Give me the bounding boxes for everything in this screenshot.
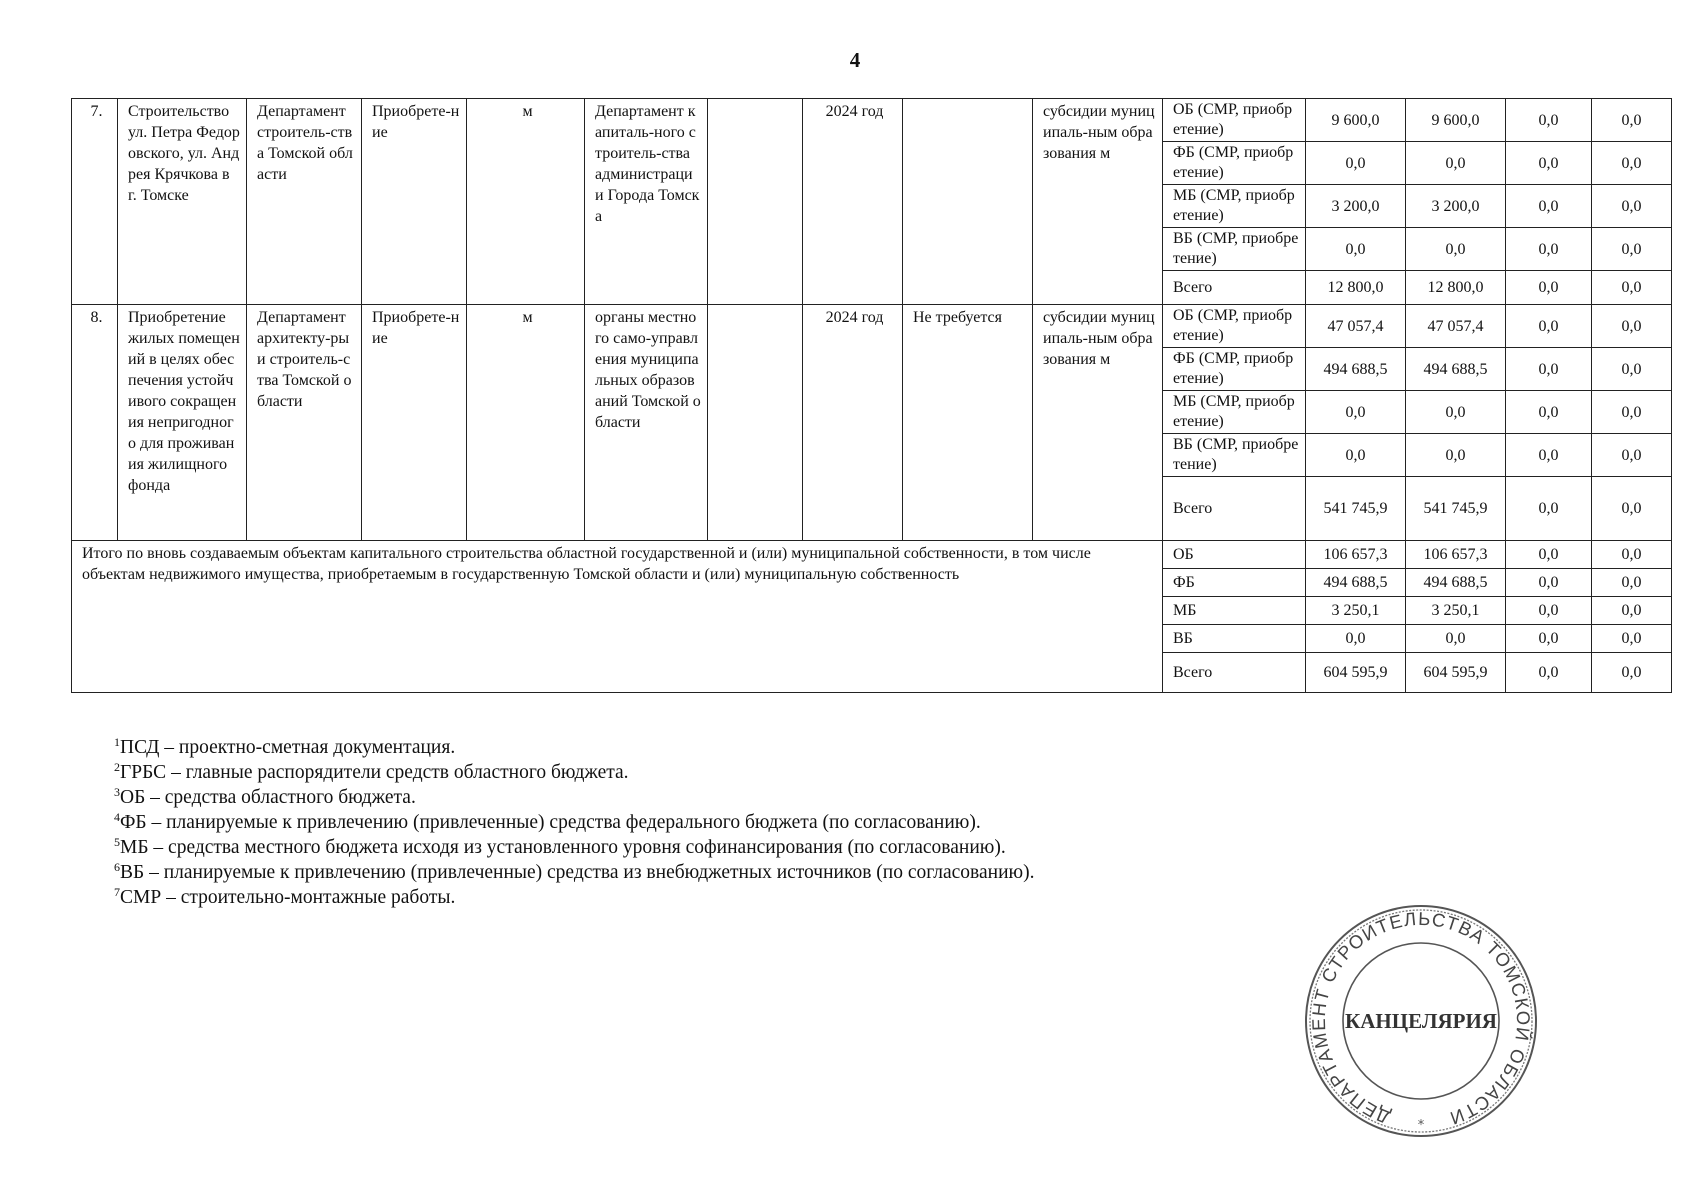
total-funding-source: ВБ (1163, 625, 1306, 653)
object-name: Приобретение жилых помещений в целях обеспечения устойчивого сокращения непригодного для проживания жилищного фонда (118, 305, 247, 541)
total-amount-2: 0,0 (1406, 625, 1506, 653)
amount-cell-3: 0,0 (1506, 305, 1592, 348)
grbs-cell: Департамент строитель-ства Томской области (247, 99, 362, 305)
grbs-cell: Департамент архитекту-ры и строитель-ства Томской области (247, 305, 362, 541)
amount-cell-4: 0,0 (1592, 99, 1672, 142)
footnote-mark: 2 (114, 760, 120, 774)
amount-cell-3: 0,0 (1506, 142, 1592, 185)
period-cell: 2024 год (803, 99, 903, 305)
total-amount-1: 106 657,3 (1306, 541, 1406, 569)
total-amount-2: 494 688,5 (1406, 569, 1506, 597)
total-amount-1: 604 595,9 (1306, 653, 1406, 693)
unit-cell: м (467, 305, 585, 541)
total-amount-3: 0,0 (1506, 653, 1592, 693)
amount-cell-3: 0,0 (1506, 99, 1592, 142)
amount-cell-4: 0,0 (1592, 142, 1672, 185)
footnote-mark: 6 (114, 860, 120, 874)
amount-cell-4: 0,0 (1592, 348, 1672, 391)
footnote-mark: 5 (114, 835, 120, 849)
amount-cell-1: 0,0 (1306, 228, 1406, 271)
funding-source: ОБ (СМР, приобретение) (1163, 305, 1306, 348)
total-amount-4: 0,0 (1592, 569, 1672, 597)
customer-cell: Департамент капиталь-ного строитель-ства администрации Города Томска (585, 99, 708, 305)
footnote-text: ПСД – проектно-сметная документация. (120, 737, 456, 758)
total-amount-3: 0,0 (1506, 625, 1592, 653)
total-amount-1: 3 250,1 (1306, 597, 1406, 625)
amount-cell-3: 0,0 (1506, 185, 1592, 228)
funding-form: субсидии муниципаль-ным образования м (1033, 99, 1163, 305)
amount-cell-1: 47 057,4 (1306, 305, 1406, 348)
total-amount-2: 106 657,3 (1406, 541, 1506, 569)
funding-source: ФБ (СМР, приобретение) (1163, 142, 1306, 185)
footnote (114, 860, 1034, 885)
funding-source: Всего (1163, 271, 1306, 305)
footnotes (114, 735, 1034, 910)
total-amount-4: 0,0 (1592, 653, 1672, 693)
footnote-text: СМР – строительно-монтажные работы. (120, 887, 456, 908)
funding-source: ВБ (СМР, приобретение) (1163, 434, 1306, 477)
objects-table (71, 98, 1672, 693)
footnote-text: ОБ – средства областного бюджета. (120, 787, 416, 808)
amount-cell-1: 0,0 (1306, 434, 1406, 477)
amount-cell-1: 3 200,0 (1306, 185, 1406, 228)
capacity-cell (708, 305, 803, 541)
seal-ring-text: ДЕПАРТАМЕНТ СТРОИТЕЛЬСТВА ТОМСКОЙ ОБЛАСТИ (1307, 907, 1535, 1130)
amount-cell-3: 0,0 (1506, 434, 1592, 477)
period-cell: 2024 год (803, 305, 903, 541)
total-amount-3: 0,0 (1506, 597, 1592, 625)
seal-star: * (1417, 1118, 1425, 1133)
total-amount-4: 0,0 (1592, 597, 1672, 625)
amount-cell-1: 9 600,0 (1306, 99, 1406, 142)
footnote-text: МБ – средства местного бюджета исходя из установленного уровня софинансирования (по согласованию). (120, 837, 1006, 858)
table-row (72, 99, 1672, 142)
amount-cell-3: 0,0 (1506, 391, 1592, 434)
footnote-mark: 1 (114, 735, 120, 749)
amount-cell-4: 0,0 (1592, 271, 1672, 305)
amount-cell-2: 0,0 (1406, 228, 1506, 271)
page-number: 4 (849, 48, 861, 72)
amount-cell-3: 0,0 (1506, 477, 1592, 541)
total-amount-4: 0,0 (1592, 625, 1672, 653)
seal-center-text: КАНЦЕЛЯРИЯ (1345, 1009, 1497, 1033)
total-amount-1: 494 688,5 (1306, 569, 1406, 597)
work-type: Приобрете-ние (362, 305, 467, 541)
total-funding-source: Всего (1163, 653, 1306, 693)
amount-cell-4: 0,0 (1592, 305, 1672, 348)
amount-cell-2: 494 688,5 (1406, 348, 1506, 391)
amount-cell-4: 0,0 (1592, 228, 1672, 271)
amount-cell-2: 47 057,4 (1406, 305, 1506, 348)
footnote (114, 760, 1034, 785)
amount-cell-1: 12 800,0 (1306, 271, 1406, 305)
total-row (72, 541, 1672, 569)
amount-cell-2: 541 745,9 (1406, 477, 1506, 541)
amount-cell-1: 494 688,5 (1306, 348, 1406, 391)
footnote-mark: 4 (114, 810, 120, 824)
footnote (114, 835, 1034, 860)
amount-cell-4: 0,0 (1592, 185, 1672, 228)
row-number: 7. (72, 99, 118, 305)
total-amount-2: 604 595,9 (1406, 653, 1506, 693)
footnote-text: ФБ – планируемые к привлечению (привлеченные) средства федерального бюджета (по согласованию). (120, 812, 981, 833)
row-number: 8. (72, 305, 118, 541)
amount-cell-2: 0,0 (1406, 391, 1506, 434)
footnote-text: ГРБС – главные распорядители средств областного бюджета. (120, 762, 629, 783)
funding-form: субсидии муниципаль-ным образования м (1033, 305, 1163, 541)
total-amount-1: 0,0 (1306, 625, 1406, 653)
psd-cell (903, 99, 1033, 305)
amount-cell-4: 0,0 (1592, 434, 1672, 477)
footnote-mark: 3 (114, 785, 120, 799)
funding-source: ФБ (СМР, приобретение) (1163, 348, 1306, 391)
object-name: Строительство ул. Петра Федоровского, ул. Андрея Крячкова в г. Томске (118, 99, 247, 305)
footnote (114, 735, 1034, 760)
total-amount-3: 0,0 (1506, 541, 1592, 569)
funding-source: МБ (СМР, приобретение) (1163, 391, 1306, 434)
total-funding-source: МБ (1163, 597, 1306, 625)
footnote (114, 885, 1034, 910)
amount-cell-1: 0,0 (1306, 142, 1406, 185)
footnote-text: ВБ – планируемые к привлечению (привлеченные) средства из внебюджетных источников (по согласованию). (120, 862, 1035, 883)
amount-cell-3: 0,0 (1506, 348, 1592, 391)
funding-source: ОБ (СМР, приобретение) (1163, 99, 1306, 142)
amount-cell-2: 0,0 (1406, 434, 1506, 477)
amount-cell-4: 0,0 (1592, 391, 1672, 434)
footnote-mark: 7 (114, 885, 120, 899)
amount-cell-2: 9 600,0 (1406, 99, 1506, 142)
amount-cell-1: 541 745,9 (1306, 477, 1406, 541)
psd-cell: Не требуется (903, 305, 1033, 541)
amount-cell-3: 0,0 (1506, 228, 1592, 271)
capacity-cell (708, 99, 803, 305)
amount-cell-2: 12 800,0 (1406, 271, 1506, 305)
customer-cell: органы местного само-управления муниципальных образований Томской области (585, 305, 708, 541)
footnote (114, 785, 1034, 810)
funding-source: МБ (СМР, приобретение) (1163, 185, 1306, 228)
amount-cell-2: 3 200,0 (1406, 185, 1506, 228)
funding-source: ВБ (СМР, приобретение) (1163, 228, 1306, 271)
amount-cell-3: 0,0 (1506, 271, 1592, 305)
footnote (114, 810, 1034, 835)
office-seal-stamp (1303, 903, 1539, 1139)
funding-source: Всего (1163, 477, 1306, 541)
total-amount-3: 0,0 (1506, 569, 1592, 597)
total-funding-source: ОБ (1163, 541, 1306, 569)
table-row (72, 305, 1672, 348)
work-type: Приобрете-ние (362, 99, 467, 305)
unit-cell: м (467, 99, 585, 305)
amount-cell-2: 0,0 (1406, 142, 1506, 185)
total-label: Итого по вновь создаваемым объектам капитального строительства областной государственной и (или) муниципальной собственности, в том числе объектам недвижимого имущества, приобретаемым в государственную Томской области и (или) муниципальную собственность (72, 541, 1163, 693)
total-amount-2: 3 250,1 (1406, 597, 1506, 625)
amount-cell-1: 0,0 (1306, 391, 1406, 434)
total-funding-source: ФБ (1163, 569, 1306, 597)
amount-cell-4: 0,0 (1592, 477, 1672, 541)
total-amount-4: 0,0 (1592, 541, 1672, 569)
